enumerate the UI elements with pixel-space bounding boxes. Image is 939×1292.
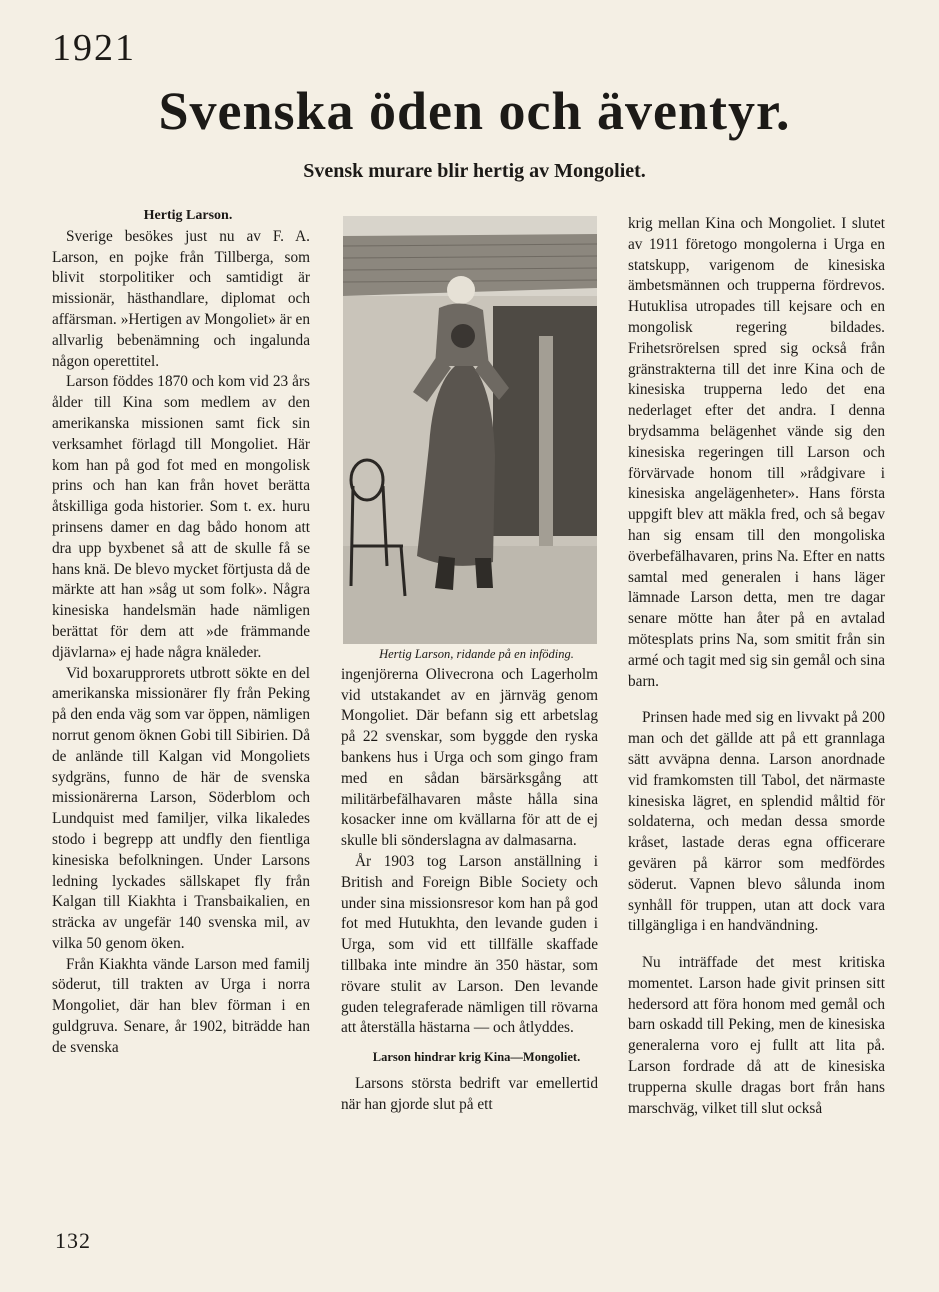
paragraph: Prinsen hade med sig en livvakt på 200 man och det gällde att på ett grannlaga sätt avväpna denna. Larson anordnade vid framkomsten till Tabol, det närmaste kinesiska lägret, en splendid måltid för soldaterna, och medan dessa smorde kråset, lastade deras egna officerare gevären på kärror som medfördes söderut. Vapnen blevo sålunda inom synhåll för truppen, utan att dock vara tillgängliga i en handvändning. [628,709,885,935]
paragraph: Larson föddes 1870 och kom vid 23 års ålder till Kina som medlem av den amerikanska missionen samt fick sin verksamhet förlagd till Mongoliet. Här kom han på god fot med en mongolisk prins och han kan från hovet berätta åtskilliga goda historier. Som t. ex. huru prinsens damer en dag bådo honom att dra upp byxbenet så att de skulle få se hans knä. De blevo mycket förtjusta då de märkte att han »såg ut som folk». Några kinesiska handelsmän hade nämligen berättat för dem att »de främmande djävlarna» ej hade några knäleder. [52,373,310,661]
text-column-1 [52,206,310,1059]
year-heading: 1921 [52,27,136,69]
article-subtitle: Svensk murare blir hertig av Mongoliet. [303,160,646,182]
photo-illustration [343,216,597,644]
photo-larson-riding [343,216,597,644]
text-column-2 [341,206,598,1116]
paragraph: Från Kiakhta vände Larson med familj söderut, till trakten av Urga i norra Mongoliet, där han blev förman i en guldgruva. Senare, år 1902, biträdde han de svenska [52,955,310,1056]
paragraph: Nu inträffade det mest kritiska momentet. Larson hade givit prinsen sitt hedersord att föra honom med gemål och barn oskadd till Peking, men de kinesiska generalerna voro ej fullt att lita på. Larson fordrade då att de kinesiska trupperna skulle dragas bort från hans marschväg, vilket till slut också [628,954,885,1117]
text-column-3 [628,214,885,1119]
paragraph: Sverige besökes just nu av F. A. Larson, en pojke från Tillberga, som blivit storpolitiker och samtidigt är missionär, hästhandlare, diplomat och affärsman. »Hertigen av Mongoliet» är en allvarlig bebenämning och ingalunda någon operettitel. [52,227,310,370]
paragraph: ingenjörerna Olivecrona och Lagerholm vid utstakandet av en järnväg genom Mongoliet. Där befann sig ett arbetslag på 22 svenskar, som byggde den ryska bankens hus i Urga och som gingo fram med en sådan bärsärksgång att militärbefälhavaren måste hålla sina kosacker inne om kvällarna för att de ej skulle bli sönderslagna av dalmasarna. [341,665,598,850]
section-heading: Hertig Larson. [143,208,233,223]
page-number: 132 [55,1228,91,1253]
paragraph: Vid boxarupprorets utbrott sökte en del amerikanska missionärer fly från Peking på den enda väg som var öppen, nämligen norrut genom öknen Gobi till Sibirien. Då de anlände till Kalgan vid Mongoliets sydgräns, funno de här de svenska missionärerna Larson, Söderblom och Lundquist med familjer, vilka likaledes stodo i begrepp att undfly den fientliga kinesiska befolkningen. Under Larsons ledning lyckades sällskapet fly från Kalgan till Kiakhta i Transbaikalien, en sträcka av ungefär 140 svenska mil, av vilka 50 genom öken. [52,664,310,952]
section-heading: Larson hindrar krig Kina—Mongoliet. [372,1050,581,1065]
paragraph: krig mellan Kina och Mongoliet. I slutet av 1911 företogo mongolerna i Urga en statskupp, varigenom de kinesiska ämbetsmännen och trupperna fördrevos. Hutuklisa utropades till kejsare och en mongolisk regering bildades. Frihetsrörelsen spred sig också från gränstrakterna till det inre Kina och de kinesiska trupperna ledo det ena nederlaget efter det andra. I denna brydsamma belägenhet vände sig den kinesiska regeringen till Larson och förvärvade honom till »rådgivare i kinesiska angelägenheter». Hans första uppgift blev att mäkla fred, och så begav han sig ensam till den mongoliska överbefälhavaren, prins Na. Efter en natts samtal med generalen i hans läger lämnade Larson detta, men tre dagar senare mötte han åter på en avtalad mötesplats prins Na, som smitit från sin armé och tagit med sig sin gemål och sina barn. [628,215,885,690]
paragraph: År 1903 tog Larson anställning i British and Foreign Bible Society och under sina missionsresor kom han på god fot med Hutukhta, den levande guden i Urga, som vid ett tillfälle skaffade tillbaka inte mindre än 350 hästar, som rövare stulit av Larson. Den levande guden telegraferade nämligen till rövarna att återställa hästarna — och åtlyddes. [341,852,598,1037]
photo-caption: Hertig Larson, ridande på en inföding. [379,647,574,661]
article-title: Svenska öden och äventyr. [158,81,791,141]
paragraph: Larsons största bedrift var emellertid när han gjorde slut på ett [341,1074,598,1113]
